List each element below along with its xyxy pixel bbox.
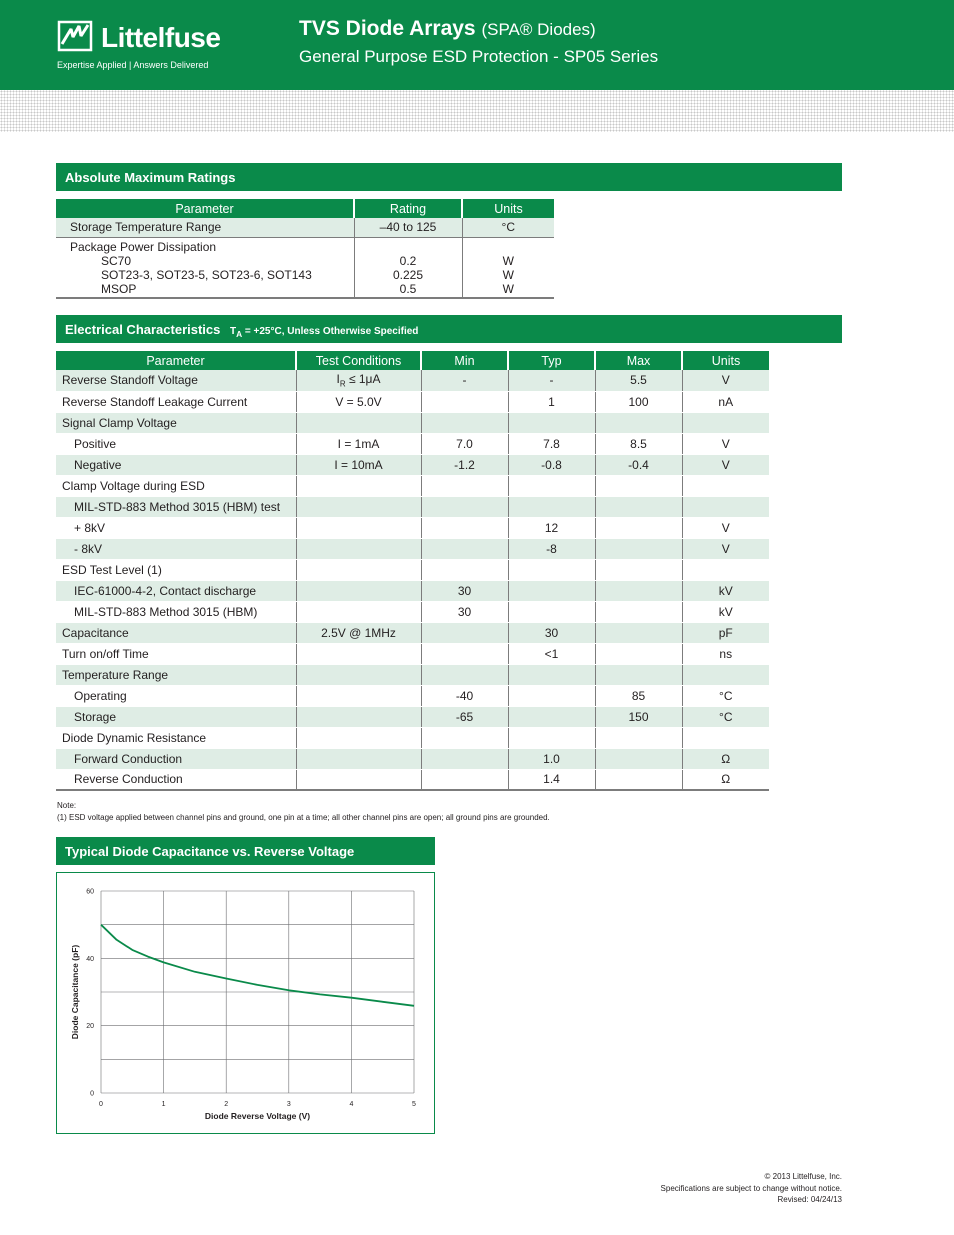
ec-typ <box>508 412 595 433</box>
ec-min: -65 <box>421 706 508 727</box>
table-row <box>56 685 769 706</box>
ec-units <box>682 727 769 748</box>
ec-typ <box>508 685 595 706</box>
ec-table <box>56 351 769 791</box>
y-axis-label: Diode Capacitance (pF) <box>70 944 80 1040</box>
ec-cond <box>296 727 421 748</box>
ec-max <box>595 664 682 685</box>
ec-units <box>682 412 769 433</box>
ec-param: Turn on/off Time <box>56 643 296 664</box>
ec-max <box>595 538 682 559</box>
ec-max: 150 <box>595 706 682 727</box>
ec-cond <box>296 517 421 538</box>
ec-typ <box>508 496 595 517</box>
ec-typ <box>508 601 595 622</box>
ec-min <box>421 643 508 664</box>
table-row <box>56 391 769 412</box>
ec-col-test-conditions: Test Conditions <box>296 351 421 370</box>
ec-max: -0.4 <box>595 454 682 475</box>
table-row <box>56 538 769 559</box>
dot-pattern-band <box>0 90 954 132</box>
amr-units: W <box>502 267 514 282</box>
ec-typ: -8 <box>508 538 595 559</box>
ec-max <box>595 769 682 790</box>
table-row <box>56 218 554 237</box>
amr-table <box>56 199 554 299</box>
ec-units: V <box>682 454 769 475</box>
ec-param: Temperature Range <box>56 664 296 685</box>
amr-rating: 0.225 <box>392 267 424 282</box>
ec-cond <box>296 685 421 706</box>
page-subtitle: General Purpose ESD Protection - SP05 Series <box>299 47 659 66</box>
amr-section-title: Absolute Maximum Ratings <box>56 163 842 191</box>
ec-min: -1.2 <box>421 454 508 475</box>
ec-cond <box>296 601 421 622</box>
ec-max <box>595 748 682 769</box>
ec-max: 8.5 <box>595 433 682 454</box>
ec-max: 5.5 <box>595 370 682 391</box>
ec-param: Diode Dynamic Resistance <box>56 727 296 748</box>
ec-typ <box>508 664 595 685</box>
ec-units: ns <box>682 643 769 664</box>
ec-units: V <box>682 433 769 454</box>
y-tick-label: 40 <box>86 955 94 963</box>
table-row <box>56 454 769 475</box>
ec-min <box>421 391 508 412</box>
amr-rating-group <box>354 237 462 298</box>
ec-min: - <box>421 370 508 391</box>
ec-max <box>595 601 682 622</box>
amr-units-group <box>462 237 554 298</box>
ec-max <box>595 727 682 748</box>
title-main: TVS Diode Arrays <box>299 17 476 40</box>
ec-min: 30 <box>421 601 508 622</box>
table-row <box>56 643 769 664</box>
ec-units: V <box>682 538 769 559</box>
x-tick-label: 2 <box>224 1101 229 1108</box>
ec-min <box>421 475 508 496</box>
amr-units: W <box>502 281 514 296</box>
ec-section-title <box>56 315 842 343</box>
ec-typ: 30 <box>508 622 595 643</box>
ec-col-units: Units <box>682 351 769 370</box>
ec-typ: - <box>508 370 595 391</box>
ec-cond <box>296 475 421 496</box>
chart-section-title: Typical Diode Capacitance vs. Reverse Voltage <box>56 837 435 865</box>
table-row <box>56 237 554 298</box>
ec-units <box>682 496 769 517</box>
amr-rating: –40 to 125 <box>354 218 462 237</box>
notes <box>57 800 550 824</box>
ec-param: + 8kV <box>56 517 296 538</box>
ec-param: Storage <box>56 706 296 727</box>
ec-typ: 12 <box>508 517 595 538</box>
ec-typ: 1.4 <box>508 769 595 790</box>
ec-typ <box>508 706 595 727</box>
ec-col-parameter: Parameter <box>56 351 296 370</box>
ec-units: °C <box>682 706 769 727</box>
table-row <box>56 580 769 601</box>
ec-cond <box>296 643 421 664</box>
ec-max <box>595 475 682 496</box>
ec-min <box>421 538 508 559</box>
ec-min <box>421 559 508 580</box>
ec-header-row <box>56 351 769 370</box>
ec-min <box>421 727 508 748</box>
ec-cond: $I_R \le 1\mu A$ <box>296 370 421 391</box>
ec-cond <box>296 580 421 601</box>
table-row <box>56 412 769 433</box>
ec-typ <box>508 727 595 748</box>
ec-param: Operating <box>56 685 296 706</box>
table-row <box>56 559 769 580</box>
ec-min: 7.0 <box>421 433 508 454</box>
amr-col-units: Units <box>462 199 554 218</box>
chart-frame <box>56 872 435 1134</box>
ec-cond <box>296 664 421 685</box>
amr-header-row <box>56 199 554 218</box>
ec-min <box>421 664 508 685</box>
page-title <box>299 17 596 41</box>
ec-param: Forward Conduction <box>56 748 296 769</box>
ec-max <box>595 580 682 601</box>
ec-param: Positive <box>56 433 296 454</box>
ec-cond: 2.5V @ 1MHz <box>296 622 421 643</box>
table-row <box>56 706 769 727</box>
table-row <box>56 517 769 538</box>
amr-units: °C <box>462 218 554 237</box>
y-tick-label: 0 <box>90 1090 94 1098</box>
ec-typ: 1.0 <box>508 748 595 769</box>
footer-disclaimer: Specifications are subject to change without notice. <box>660 1183 842 1193</box>
ec-max <box>595 496 682 517</box>
ec-param: MIL-STD-883 Method 3015 (HBM) <box>56 601 296 622</box>
x-tick-label: 1 <box>161 1101 166 1108</box>
note-line: (1) ESD voltage applied between channel pins and ground, one pin at a time; all other channel pins are open; all ground pins are grounded. <box>57 813 550 822</box>
ec-param: MIL-STD-883 Method 3015 (HBM) test <box>56 496 296 517</box>
ec-col-max: Max <box>595 351 682 370</box>
footer-copyright: © 2013 Littelfuse, Inc. <box>764 1172 842 1181</box>
ec-table-body <box>56 370 769 790</box>
table-row <box>56 601 769 622</box>
ec-typ: 1 <box>508 391 595 412</box>
ec-cond: I = 10mA <box>296 454 421 475</box>
table-row <box>56 475 769 496</box>
note-label: Note: <box>57 801 77 810</box>
ec-min <box>421 622 508 643</box>
ec-units <box>682 559 769 580</box>
ec-max: 100 <box>595 391 682 412</box>
ec-param: - 8kV <box>56 538 296 559</box>
ec-param: Clamp Voltage during ESD <box>56 475 296 496</box>
brand-tagline: Expertise Applied | Answers Delivered <box>57 60 209 70</box>
ec-min <box>421 496 508 517</box>
ec-min <box>421 412 508 433</box>
ec-cond: I = 1mA <box>296 433 421 454</box>
amr-rating: 0.5 <box>399 281 417 296</box>
ec-typ <box>508 475 595 496</box>
x-tick-label: 5 <box>412 1101 416 1108</box>
littelfuse-logo-icon <box>57 20 93 52</box>
amr-param: Storage Temperature Range <box>56 218 354 237</box>
table-row <box>56 748 769 769</box>
amr-col-rating: Rating <box>354 199 462 218</box>
ec-units: Ω <box>682 748 769 769</box>
ec-param: Reverse Standoff Leakage Current <box>56 391 296 412</box>
ec-typ <box>508 580 595 601</box>
ec-cond <box>296 769 421 790</box>
y-tick-label: 60 <box>86 888 94 896</box>
brand-name: Littelfuse <box>101 22 221 53</box>
ec-cond <box>296 496 421 517</box>
ec-typ: -0.8 <box>508 454 595 475</box>
ec-param: Reverse Standoff Voltage <box>56 370 296 391</box>
ec-max <box>595 643 682 664</box>
title-sub: (SPA® Diodes) <box>481 20 596 39</box>
table-row <box>56 622 769 643</box>
ec-units: V <box>682 517 769 538</box>
footer-revised: Revised: 04/24/13 <box>777 1195 842 1204</box>
capacitance-curve <box>101 925 414 1006</box>
table-row <box>56 727 769 748</box>
ec-cond <box>296 559 421 580</box>
amr-rating <box>355 240 462 254</box>
ec-units: Ω <box>682 769 769 790</box>
amr-units <box>463 240 555 254</box>
amr-param: SC70 <box>101 253 132 268</box>
ec-max <box>595 559 682 580</box>
ec-cond <box>296 706 421 727</box>
ec-cond: V = 5.0V <box>296 391 421 412</box>
ec-cond <box>296 412 421 433</box>
table-row <box>56 370 769 391</box>
ec-typ <box>508 559 595 580</box>
ec-units: nA <box>682 391 769 412</box>
ec-param: Negative <box>56 454 296 475</box>
y-tick-label: 20 <box>86 1023 94 1031</box>
ec-units: pF <box>682 622 769 643</box>
ec-min: 30 <box>421 580 508 601</box>
ec-units <box>682 664 769 685</box>
x-tick-label: 0 <box>99 1101 103 1108</box>
x-tick-label: 3 <box>286 1101 291 1108</box>
footer <box>661 1171 842 1206</box>
ec-min: -40 <box>421 685 508 706</box>
ec-max <box>595 412 682 433</box>
ec-max <box>595 622 682 643</box>
ec-param: ESD Test Level (1) <box>56 559 296 580</box>
amr-param: SOT23-3, SOT23-5, SOT23-6, SOT143 <box>101 267 312 282</box>
ec-col-typ: Typ <box>508 351 595 370</box>
ec-cond <box>296 748 421 769</box>
ec-title: Electrical Characteristics <box>65 322 221 337</box>
ec-max: 85 <box>595 685 682 706</box>
ec-param: IEC-61000-4-2, Contact discharge <box>56 580 296 601</box>
capacitance-chart <box>57 873 434 1133</box>
x-tick-label: 4 <box>349 1101 354 1108</box>
amr-param: Package Power Dissipation <box>70 239 217 254</box>
ec-condition: $T_A = +25^\circ C$, Unless Otherwise Specified <box>230 326 419 339</box>
amr-param: MSOP <box>101 281 137 296</box>
ec-units: kV <box>682 580 769 601</box>
ec-min <box>421 748 508 769</box>
ec-param: Signal Clamp Voltage <box>56 412 296 433</box>
ec-units: kV <box>682 601 769 622</box>
table-row <box>56 433 769 454</box>
page-header <box>0 0 954 90</box>
amr-units: W <box>502 253 514 268</box>
ec-units <box>682 475 769 496</box>
table-row <box>56 769 769 790</box>
ec-units: °C <box>682 685 769 706</box>
ec-param: Reverse Conduction <box>56 769 296 790</box>
table-row <box>56 664 769 685</box>
ec-typ: 7.8 <box>508 433 595 454</box>
ec-col-min: Min <box>421 351 508 370</box>
ec-max <box>595 517 682 538</box>
amr-rating: 0.2 <box>399 253 417 268</box>
ec-units: V <box>682 370 769 391</box>
ec-min <box>421 517 508 538</box>
amr-col-parameter: Parameter <box>56 199 354 218</box>
ec-min <box>421 769 508 790</box>
table-row <box>56 496 769 517</box>
amr-param-group <box>56 237 354 298</box>
x-axis-label: Diode Reverse Voltage (V) <box>204 1111 311 1121</box>
ec-typ: <1 <box>508 643 595 664</box>
ec-param: Capacitance <box>56 622 296 643</box>
ec-cond <box>296 538 421 559</box>
